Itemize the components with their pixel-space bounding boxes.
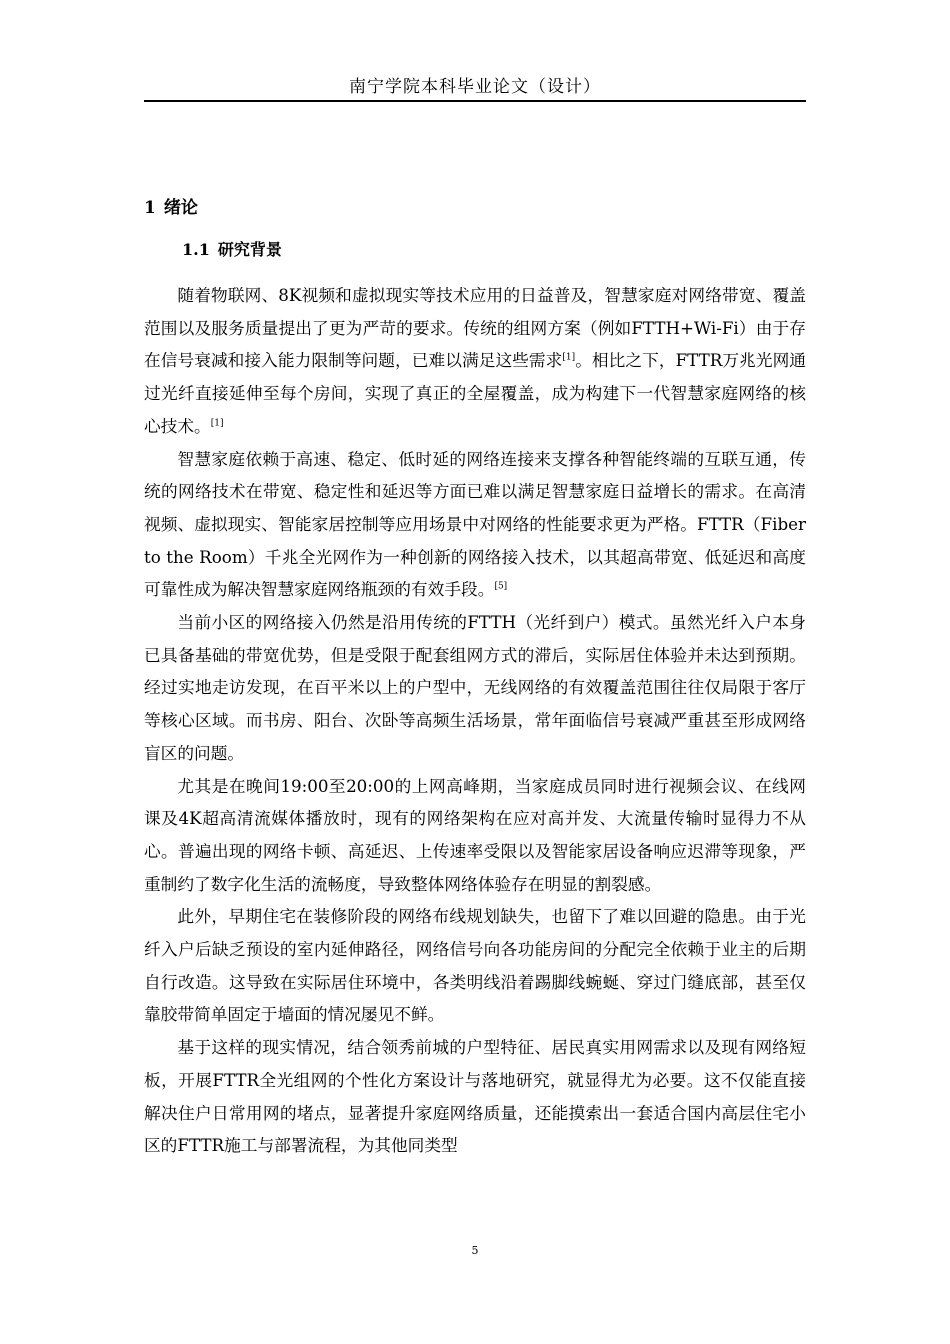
citation-1: [1] [562, 352, 576, 363]
section-heading [182, 238, 282, 262]
paragraph-4: 尤其是在晚间19:00至20:00的上网高峰期，当家庭成员同时进行视频会议、在线网课及4K超高清流媒体播放时，现有的网络架构在应对高并发、大流量传输时显得力不从心。普遍出现的网络卡顿、高延迟、上传速率受限以及智能家居设备响应迟滞等现象，严重制约了数字化生活的流畅度，导致整体网络体验存在明显的割裂感。 [144, 775, 806, 894]
paragraph-5: 此外，早期住宅在装修阶段的网络布线规划缺失，也留下了难以回避的隐患。由于光纤入户后缺乏预设的室内延伸路径，网络信号向各功能房间的分配完全依赖于业主的后期自行改造。这导致在实际居住环境中，各类明线沿着踢脚线蜿蜒、穿过门缝底部，甚至仅靠胶带简单固定于墙面的情况屡见不鲜。 [144, 906, 806, 1025]
paragraph-1-text: 随着物联网、8K视频和虚拟现实等技术应用的日益普及，智慧家庭对网络带宽、覆盖范围以及服务质量提出了更为严苛的要求。传统的组网方案（例如FTTH+Wi-Fi）由于存在信号衰减和接入能力限制等问题，已难以满足这些需求 [144, 285, 806, 371]
citation-2: [1] [210, 418, 224, 429]
body-text [144, 279, 806, 1162]
chapter-heading [144, 196, 198, 220]
header-rule [144, 100, 806, 102]
section-title: 研究背景 [217, 240, 282, 259]
page-number: 5 [471, 1244, 479, 1257]
chapter-title: 绪论 [163, 198, 198, 218]
paragraph-2-text: 智慧家庭依赖于高速、稳定、低时延的网络连接来支撑各种智能终端的互联互通，传统的网络技术在带宽、稳定性和延迟等方面已难以满足智慧家庭日益增长的需求。在高清视频、虚拟现实、智能家居控制等应用场景中对网络的性能要求更为严格。FTTR（Fiber to the Room）千兆全光网作为一种创新的网络接入技术，以其超高带宽、低延迟和高度可靠性成为解决智慧家庭网络瓶颈的有效手段。 [144, 448, 806, 600]
running-header: 南宁学院本科毕业论文（设计） [349, 77, 601, 97]
chapter-number: 1 [144, 198, 156, 218]
paragraph-2 [144, 443, 806, 607]
paragraph-3: 当前小区的网络接入仍然是沿用传统的FTTH（光纤到户）模式。虽然光纤入户本身已具备基础的带宽优势，但是受限于配套组网方式的滞后，实际居住体验并未达到预期。经过实地走访发现，在百平米以上的户型中，无线网络的有效覆盖范围往往仅局限于客厅等核心区域。而书房、阳台、次卧等高频生活场景，常年面临信号衰减严重甚至形成网络盲区的问题。 [144, 612, 806, 763]
paragraph-6: 基于这样的现实情况，结合领秀前城的户型特征、居民真实用网需求以及现有网络短板，开展FTTR全光组网的个性化方案设计与落地研究，就显得尤为必要。这不仅能直接解决住户日常用网的堵点，显著提升家庭网络质量，还能摸索出一套适合国内高层住宅小区的FTTR施工与部署流程，为其他同类型 [144, 1037, 806, 1156]
paragraph-1-text-2: 。相比之下，FTTR万兆光网通过光纤直接延伸至每个房间，实现了真正的全屋覆盖，成为构建下一代智慧家庭网络的核心技术。 [144, 350, 806, 436]
citation-3: [5] [494, 581, 508, 592]
section-number: 1.1 [182, 240, 210, 259]
paragraph-1 [144, 279, 806, 443]
